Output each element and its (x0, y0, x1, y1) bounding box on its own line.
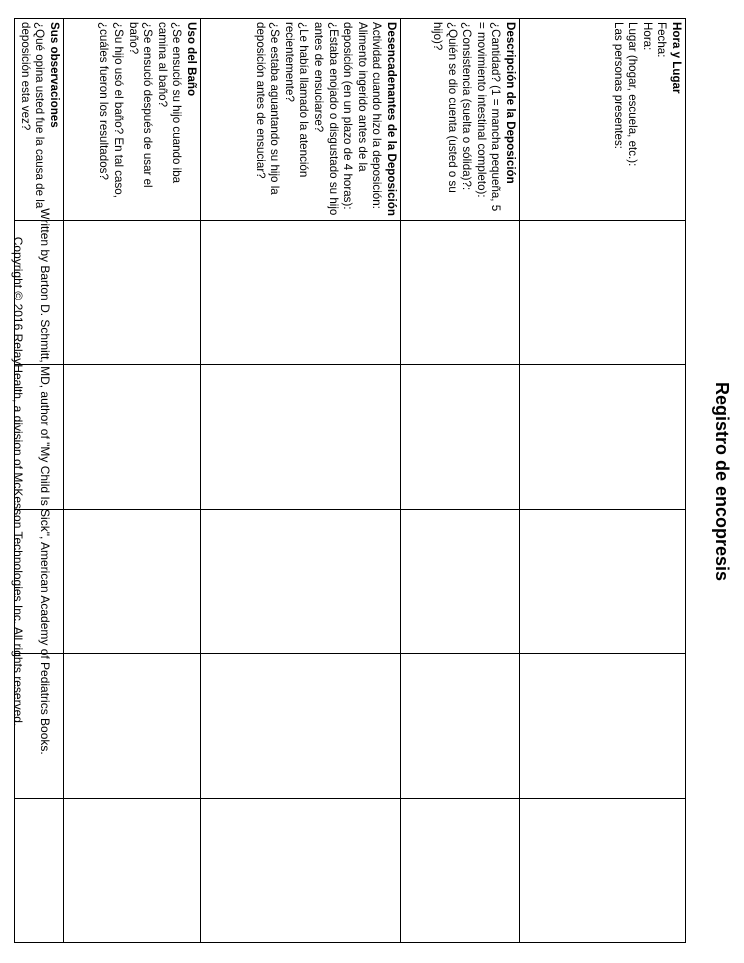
row-label-cell (64, 19, 201, 221)
section-heading: Hora y Lugar (670, 22, 683, 94)
entry-cell[interactable] (201, 365, 401, 509)
copyright-notice: Copyright © 2016 RelayHealth, a division of McKesson Technologies Inc. All rights reserved. (11, 236, 25, 727)
entry-cell[interactable] (520, 365, 686, 509)
field-label: Hora: (640, 22, 654, 51)
table-row (401, 19, 520, 943)
field-label: ¿Se ensució después de usar el baño? (126, 22, 155, 188)
field-label: ¿Su hijo usó el baño? En tal caso, ¿cuáles fueron los resultados? (97, 22, 126, 198)
field-label: Actividad cuando hizo la deposición: (370, 22, 384, 209)
log-table (14, 18, 686, 943)
section-heading: Uso del Baño (185, 22, 198, 97)
field-label: Las personas presentes: (611, 22, 625, 149)
row-label-cell (520, 19, 686, 221)
author-credit: Written by Barton D. Schmitt, MD, author of "My Child Is Sick", American Academy of Pediatrics Books. (38, 208, 52, 755)
table-row (64, 19, 201, 943)
entry-cell[interactable] (64, 798, 201, 942)
section-heading: Sus observaciones (48, 22, 61, 128)
row-label-cell (401, 19, 520, 221)
section-heading: Desencadenantes de la Deposición (385, 22, 398, 216)
table-row (201, 19, 401, 943)
entry-cell[interactable] (401, 365, 520, 509)
field-label: ¿Quién se dio cuenta (usted o su hijo)? (431, 22, 459, 193)
field-label: Lugar (hogar, escuela, etc.): (626, 22, 640, 167)
field-label: ¿Se estaba aguantando su hijo la deposición antes de ensuciar? (253, 22, 282, 195)
field-label: ¿Se ensució su hijo cuando iba camina al baño? (155, 22, 184, 184)
entry-cell[interactable] (520, 509, 686, 653)
entry-cell[interactable] (401, 221, 520, 365)
entry-cell[interactable] (520, 798, 686, 942)
field-label: ¿Le había llamado la atención recientemente? (282, 22, 311, 178)
field-label: ¿Estaba enojado o disgustado su hijo antes de ensuciarse? (312, 22, 340, 216)
entry-cell[interactable] (201, 798, 401, 942)
entry-cell[interactable] (64, 654, 201, 798)
field-label: Alimento ingerido antes de la deposición (en un plazo de 4 horas): (341, 22, 369, 210)
entry-cell[interactable] (64, 365, 201, 509)
field-label: ¿Cantidad? (1 = mancha pequeña, 5 = movimiento intestinal completo): (474, 22, 503, 212)
field-label: ¿Consistencia (suelta o sólida)?: (460, 22, 474, 191)
table-row (520, 19, 686, 943)
entry-cell[interactable] (401, 654, 520, 798)
row-label-cell (201, 19, 401, 221)
entry-cell[interactable] (401, 509, 520, 653)
field-label: Fecha: (655, 22, 669, 58)
entry-cell[interactable] (64, 509, 201, 653)
section-heading: Descripción de la Deposición (504, 22, 517, 184)
entry-cell[interactable] (201, 654, 401, 798)
entry-cell[interactable] (201, 221, 401, 365)
entry-cell[interactable] (64, 221, 201, 365)
page-title: Registro de encopresis (712, 381, 732, 582)
entry-cell[interactable] (401, 798, 520, 942)
entry-cell[interactable] (201, 509, 401, 653)
entry-cell[interactable] (520, 654, 686, 798)
field-label: ¿Qué opina usted fue la causa de la deposición esta vez? (18, 22, 47, 209)
entry-cell[interactable] (520, 221, 686, 365)
